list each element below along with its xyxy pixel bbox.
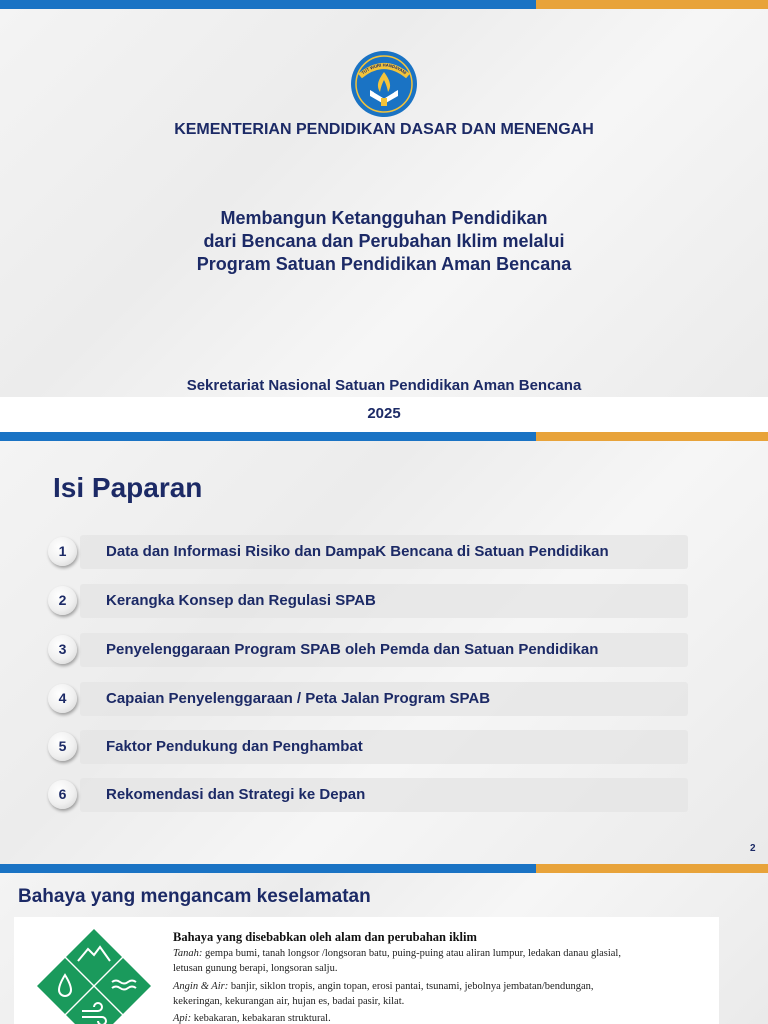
hazard-line: [173, 1012, 713, 1024]
hazard-card: [14, 917, 719, 1024]
hazard-line: [173, 962, 713, 977]
top-accent-bar: [0, 0, 768, 9]
agenda-item-label: Faktor Pendukung dan Penghambat: [106, 738, 363, 755]
agenda-item: [48, 633, 688, 667]
hazard-text: kebakaran, kebakaran struktural.: [191, 1013, 331, 1024]
agenda-item: [48, 778, 688, 812]
hazard-term: Tanah:: [173, 948, 203, 959]
ministry-name: KEMENTERIAN PENDIDIKAN DASAR DAN MENENGAH: [174, 121, 594, 138]
page-number: 2: [750, 843, 756, 854]
agenda-item-label: Capaian Penyelenggaraan / Peta Jalan Program SPAB: [106, 690, 491, 707]
agenda-number-badge: 2: [48, 586, 77, 615]
hazard-diamond-graphic: [36, 927, 152, 1024]
hazard-card-heading: Bahaya yang disebabkan oleh alam dan perubahan iklim: [173, 930, 477, 944]
agenda-item-label: Penyelenggaraan Program SPAB oleh Pemda dan Satuan Pendidikan: [106, 641, 599, 658]
hazard-text: banjir, siklon tropis, angin topan, erosi pantai, tsunami, jebolnya jembatan/bendungan,: [228, 981, 594, 992]
secretariat-name: Sekretariat Nasional Satuan Pendidikan Aman Bencana: [186, 377, 582, 394]
hazard-line: [173, 980, 713, 995]
hazard-text: gempa bumi, tanah longsor /longsoran batu, puing-puing atau aliran lumpur, ledakan danau glasial,: [202, 948, 621, 959]
hazard-term: Api:: [173, 1013, 192, 1024]
tut-wuri-handayani-logo: [350, 50, 418, 118]
agenda-item: [48, 682, 688, 716]
top-accent-bar: [0, 432, 768, 441]
hazard-text: kekeringan, kekurangan air, hujan es, badai pasir, kilat.: [173, 996, 405, 1007]
agenda-item-label: Data dan Informasi Risiko dan DampaK Bencana di Satuan Pendidikan: [106, 543, 609, 560]
hazard-text: letusan gunung berapi, longsoran salju.: [173, 963, 338, 974]
hazard-line: [173, 995, 713, 1010]
title-line: dari Bencana dan Perubahan Iklim melalui: [203, 231, 565, 251]
agenda-number-badge: 4: [48, 684, 77, 713]
agenda-item: [48, 730, 688, 764]
agenda-item: [48, 584, 688, 618]
agenda-number-badge: 3: [48, 635, 77, 664]
title-line: Program Satuan Pendidikan Aman Bencana: [196, 254, 572, 274]
logo-text: TUT WURI HANDAYANI: [360, 62, 408, 76]
agenda-slide: [0, 432, 768, 864]
title-slide: [0, 0, 768, 432]
hazard-slide: [0, 864, 768, 1024]
agenda-number-badge: 1: [48, 537, 77, 566]
hazard-line: [173, 947, 713, 962]
agenda-item-label: Kerangka Konsep dan Regulasi SPAB: [106, 592, 376, 609]
presentation-title: [0, 207, 768, 276]
agenda-item: [48, 535, 688, 569]
top-accent-bar: [0, 864, 768, 873]
agenda-number-badge: 5: [48, 732, 77, 761]
agenda-item-label: Rekomendasi dan Strategi ke Depan: [106, 786, 366, 803]
hazard-slide-title: Bahaya yang mengancam keselamatan: [18, 886, 371, 907]
hazard-term: Angin & Air:: [173, 981, 229, 992]
agenda-title: Isi Paparan: [53, 472, 203, 503]
title-line: Membangun Ketangguhan Pendidikan: [220, 208, 548, 228]
agenda-number-badge: 6: [48, 780, 77, 809]
year-label: 2025: [367, 405, 401, 422]
